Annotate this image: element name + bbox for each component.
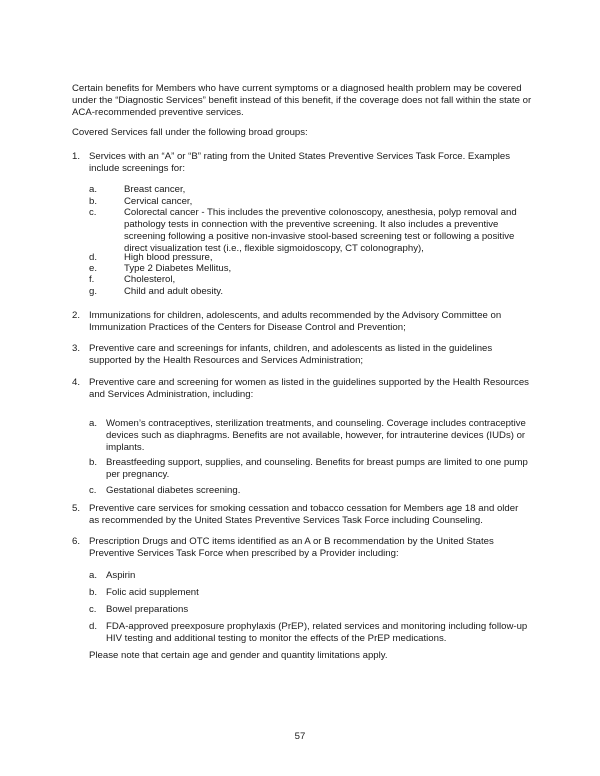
- sub-text: Cholesterol,: [124, 274, 176, 285]
- sub-text: Folic acid supplement: [106, 587, 199, 598]
- sub-text: Colorectal cancer - This includes the preventive colonoscopy, anesthesia, polyp removal and pathology tests in connection with the preventive screening. It also includes a preventive screening following a positive non-invasive stool-based screening test or following a positive direct visualization test (i.e., flexible sigmoidoscopy, CT colonography),: [124, 207, 517, 254]
- sub-marker: a.: [89, 418, 98, 429]
- sub-marker: e.: [89, 263, 98, 274]
- list-text: Preventive care and screenings for infants, children, and adolescents as listed in the guidelines supported by the Health Resources and Services Administration;: [89, 343, 493, 366]
- sub-marker: b.: [89, 457, 98, 468]
- sub-text: Child and adult obesity.: [124, 286, 224, 297]
- list-number: 3.: [72, 343, 81, 354]
- list-number: 4.: [72, 377, 81, 388]
- sub-text: Bowel preparations: [106, 604, 189, 615]
- sub-marker: c.: [89, 604, 97, 615]
- list-text: Immunizations for children, adolescents, and adults recommended by the Advisory Committee on Immunization Practices of the Centers for Disease Control and Prevention;: [89, 310, 502, 333]
- sub-text: FDA-approved preexposure prophylaxis (PrEP), related services and monitoring including follow-up HIV testing and additional testing to monitor the effects of the PrEP medications.: [106, 621, 528, 644]
- groups-intro: Covered Services fall under the following broad groups:: [72, 127, 308, 138]
- list-number: 1.: [72, 151, 81, 162]
- list-number: 2.: [72, 310, 81, 321]
- sub-text: Women’s contraceptives, sterilization treatments, and counseling. Coverage includes contraceptive devices such as diaphragms. Benefits are not available, however, for intrauterine devices (IUDs) or implants.: [106, 418, 526, 453]
- sub-text: Aspirin: [106, 570, 136, 581]
- sub-text: High blood pressure,: [124, 252, 213, 263]
- sub-text: Gestational diabetes screening.: [106, 485, 241, 496]
- sub-marker: f.: [89, 274, 95, 285]
- sub-marker: b.: [89, 587, 98, 598]
- sub-text: Breastfeeding support, supplies, and counseling. Benefits for breast pumps are limited to one pump per pregnancy.: [106, 457, 528, 480]
- sub-text: Type 2 Diabetes Mellitus,: [124, 263, 232, 274]
- list-text: Preventive care and screening for women as listed in the guidelines supported by the Health Resources and Services Administration, including:: [89, 377, 529, 400]
- sub-marker: b.: [89, 196, 98, 207]
- sub-marker: d.: [89, 252, 98, 263]
- list-text: Services with an “A” or “B” rating from the United States Preventive Services Task Force. Examples include screenings for:: [89, 151, 511, 174]
- list-text: Prescription Drugs and OTC items identified as an A or B recommendation by the United States Preventive Services Task Force when prescribed by a Provider including:: [89, 536, 494, 559]
- sub-marker: a.: [89, 570, 98, 581]
- sub-marker: g.: [89, 286, 98, 297]
- page-number: 57: [294, 731, 306, 742]
- limitations-note: Please note that certain age and gender and quantity limitations apply.: [89, 650, 388, 661]
- list-text: Preventive care services for smoking cessation and tobacco cessation for Members age 18 and older as recommended by the United States Preventive Services Task Force including Counseling.: [89, 503, 519, 526]
- list-number: 5.: [72, 503, 81, 514]
- list-number: 6.: [72, 536, 81, 547]
- sub-marker: c.: [89, 485, 97, 496]
- sub-marker: d.: [89, 621, 98, 632]
- sub-marker: c.: [89, 207, 97, 218]
- sub-text: Breast cancer,: [124, 184, 186, 195]
- sub-text: Cervical cancer,: [124, 196, 193, 207]
- sub-marker: a.: [89, 184, 98, 195]
- intro-paragraph: Certain benefits for Members who have current symptoms or a diagnosed health problem may be covered under the “Diagnostic Services” benefit instead of this benefit, if the coverage does not fall within the state or ACA-recommended preventive services.: [72, 83, 532, 118]
